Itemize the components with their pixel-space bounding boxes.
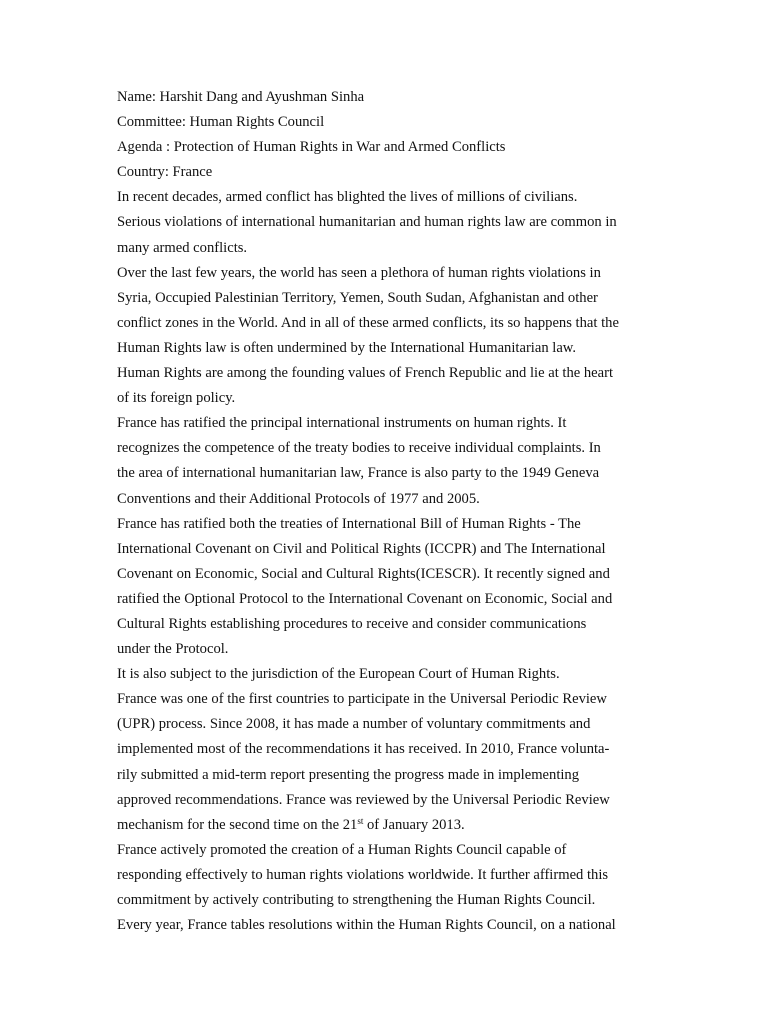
review-date-tail: of January 2013. <box>363 816 465 833</box>
closing-text <box>117 838 662 938</box>
text-line: Over the last few years, the world has seen a plethora of human rights violations in <box>117 264 601 281</box>
author-line: Name: Harshit Dang and Ayushman Sinha <box>117 89 365 105</box>
review-date-line <box>117 813 662 838</box>
text-line: Every year, France tables resolutions within the Human Rights Council, on a national <box>117 917 616 934</box>
document-body <box>117 85 662 938</box>
text-line: Serious violations of international humanitarian and human rights law are common in <box>117 214 617 231</box>
text-line: rily submitted a mid-term report presenting the progress made in implementing <box>117 766 580 783</box>
text-line: (UPR) process. Since 2008, it has made a number of voluntary commitments and <box>117 716 591 733</box>
text-line: France was one of the first countries to participate in the Universal Periodic Review <box>117 691 607 708</box>
text-line: Conventions and their Additional Protocols of 1977 and 2005. <box>117 490 480 507</box>
body-text <box>117 185 662 812</box>
text-line: under the Protocol. <box>117 641 229 658</box>
text-line: of its foreign policy. <box>117 390 236 407</box>
text-line: In recent decades, armed conflict has blighted the lives of millions of civilians. <box>117 189 578 206</box>
text-line: Syria, Occupied Palestinian Territory, Yemen, South Sudan, Afghanistan and other <box>117 289 598 306</box>
text-line: International Covenant on Civil and Political Rights (ICCPR) and The International <box>117 540 606 557</box>
text-line: approved recommendations. France was reviewed by the Universal Periodic Review <box>117 791 610 808</box>
text-line: France has ratified the principal international instruments on human rights. It <box>117 415 567 432</box>
ordinal-suffix: st <box>357 815 364 826</box>
text-line: Human Rights law is often undermined by the International Humanitarian law. <box>117 339 577 356</box>
text-line: It is also subject to the jurisdiction of the European Court of Human Rights. <box>117 666 560 683</box>
text-line: Human Rights are among the founding values of French Republic and lie at the heart <box>117 365 614 382</box>
text-line: responding effectively to human rights violations worldwide. It further affirmed this <box>117 866 609 883</box>
agenda-line: Agenda : Protection of Human Rights in War and Armed Conflicts <box>117 139 506 156</box>
text-line: commitment by actively contributing to strengthening the Human Rights Council. <box>117 892 596 908</box>
text-line: France actively promoted the creation of a Human Rights Council capable of <box>117 841 567 858</box>
text-line: many armed conflicts. <box>117 239 248 256</box>
review-date-text: mechanism for the second time on the 21 <box>117 816 358 833</box>
text-line: conflict zones in the World. And in all of these armed conflicts, its so happens that the <box>117 314 619 331</box>
text-line: France has ratified both the treaties of International Bill of Human Rights - The <box>117 515 581 532</box>
text-line: Cultural Rights establishing procedures to receive and consider communications <box>117 615 587 632</box>
text-line: ratified the Optional Protocol to the International Covenant on Economic, Social and <box>117 590 613 607</box>
country-line: Country: France <box>117 164 213 181</box>
text-line: the area of international humanitarian law, France is also party to the 1949 Geneva <box>117 465 600 482</box>
text-line: Covenant on Economic, Social and Cultural Rights(ICESCR). It recently signed and <box>117 565 610 582</box>
text-line: implemented most of the recommendations it has received. In 2010, France volunta- <box>117 741 610 758</box>
committee-line: Committee: Human Rights Council <box>117 114 325 131</box>
text-line: recognizes the competence of the treaty bodies to receive individual complaints. In <box>117 440 601 457</box>
